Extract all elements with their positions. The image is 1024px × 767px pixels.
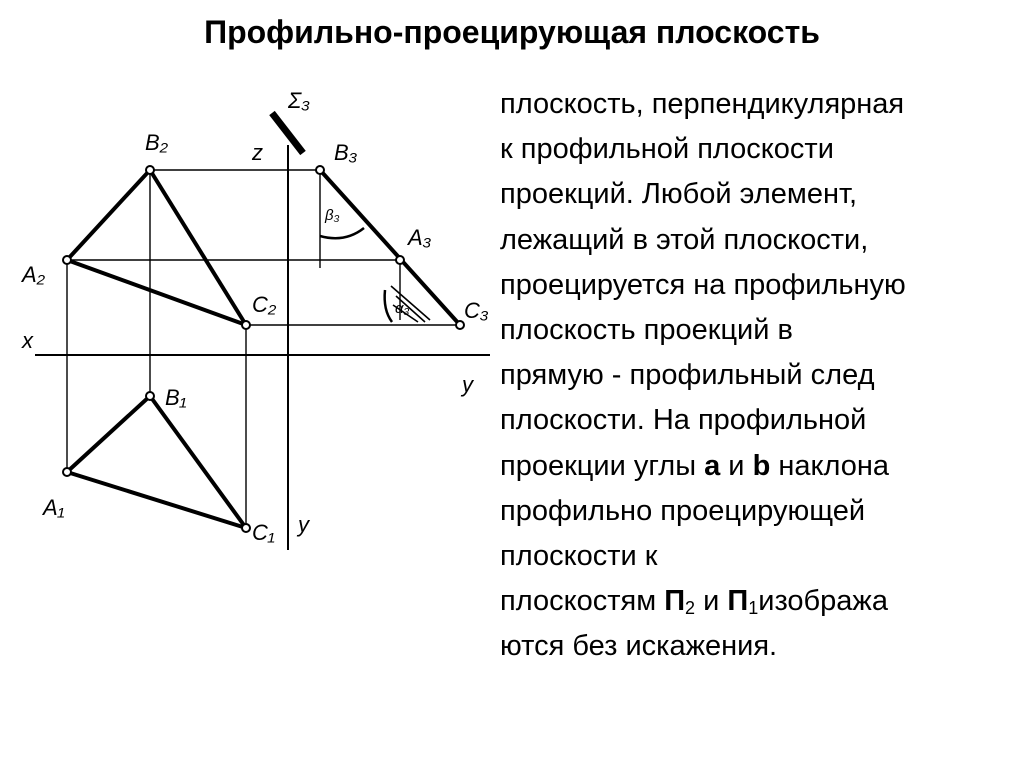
- label-y-axis-bottom: y: [298, 512, 309, 537]
- triangle-frontal: [67, 170, 246, 325]
- edge-b1-a1: [67, 396, 150, 472]
- edge-b1-c1: [150, 396, 246, 528]
- plane-p-symbol: П: [727, 585, 749, 618]
- plane-p-symbol: П: [664, 585, 686, 618]
- beta3-arc: [320, 228, 364, 238]
- label-alpha3: α₃: [395, 300, 410, 317]
- angles-before: проекции углы: [500, 449, 705, 482]
- point-a2: [63, 256, 71, 264]
- projection-diagram: [0, 0, 500, 560]
- alpha3-arc: [385, 290, 392, 322]
- description-line: прямую - профильный след: [500, 359, 875, 392]
- planes-after: изобража: [758, 585, 888, 618]
- label-b2: B₂: [145, 130, 169, 155]
- description-line: лежащий в этой плоскости,: [500, 223, 869, 256]
- plane-trace-profile: [320, 170, 460, 325]
- label-c3: C₃: [464, 298, 489, 323]
- edge-a2-c2: [67, 260, 246, 325]
- point-c1: [242, 524, 250, 532]
- description-line: ются без искажения.: [500, 630, 778, 663]
- point-c3: [456, 321, 464, 329]
- description-line: плоскость, перпендикулярная: [500, 88, 905, 120]
- label-a2: A₂: [22, 262, 46, 287]
- projection-lines: [67, 170, 460, 528]
- planes-before: плоскостям: [500, 585, 665, 618]
- label-a1: A₁: [43, 495, 65, 520]
- label-c2: C₂: [252, 292, 277, 317]
- description-line: проецируется на профильную: [500, 268, 906, 301]
- description-line: плоскость проекций в: [500, 314, 793, 347]
- edge-a1-c1: [67, 472, 246, 528]
- plane-subscript-2: 2: [685, 598, 696, 619]
- angle-a-symbol: a: [704, 449, 721, 482]
- point-b3: [316, 166, 324, 174]
- plane-subscript-1: 1: [748, 598, 759, 619]
- label-b1: B₁: [165, 385, 187, 410]
- angles-after: наклона: [770, 449, 890, 482]
- edge-b2-c2: [150, 170, 246, 325]
- description-line: плоскости к: [500, 540, 658, 573]
- description-line: плоскости. На профильной: [500, 404, 867, 437]
- description-text: [500, 82, 1010, 670]
- description-angles-line: [500, 444, 1010, 489]
- point-a3: [396, 256, 404, 264]
- point-c2: [242, 321, 250, 329]
- angle-b-symbol: b: [752, 449, 771, 482]
- description-line: к профильной плоскости: [500, 133, 834, 166]
- label-b3: B₃: [334, 140, 358, 165]
- label-x-axis: x: [22, 328, 33, 353]
- label-a3: A₃: [408, 225, 432, 250]
- point-b1: [146, 392, 154, 400]
- label-sigma3: Σ₃: [288, 88, 310, 113]
- angles-mid: и: [720, 449, 753, 482]
- label-z-axis: z: [252, 140, 263, 165]
- point-b2: [146, 166, 154, 174]
- axes: [35, 145, 490, 550]
- vertex-points: [63, 166, 464, 532]
- triangle-horizontal: [67, 396, 246, 528]
- label-y-axis-right: y: [462, 372, 473, 397]
- slide-title: Профильно-проецирующая плоскость: [204, 14, 820, 50]
- description-line: профильно проецирующей: [500, 494, 866, 527]
- planes-mid: и: [695, 585, 728, 618]
- description-line: проекций. Любой элемент,: [500, 178, 858, 211]
- label-c1: C₁: [252, 520, 275, 545]
- edge-b2-a2: [67, 170, 150, 260]
- point-a1: [63, 468, 71, 476]
- label-beta3: β₃: [325, 207, 340, 224]
- description-planes-line: [500, 579, 1010, 624]
